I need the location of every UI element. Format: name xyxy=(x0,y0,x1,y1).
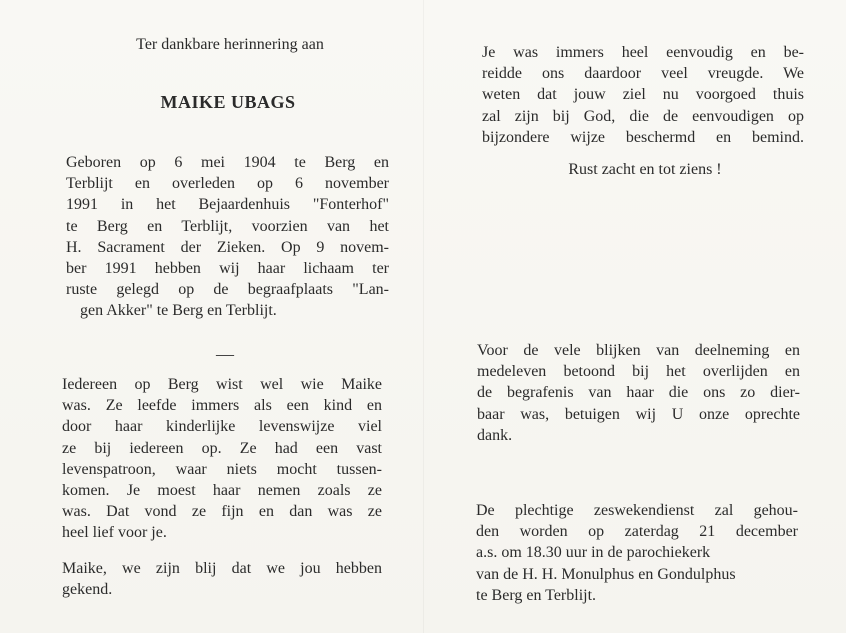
service-block xyxy=(476,500,798,606)
service-line-5: te Berg en Terblijt. xyxy=(476,586,597,604)
closing-line-1: Maike, we zijn blij dat we jou hebben xyxy=(62,560,382,577)
service-line-4: van de H. H. Monulphus en Gondulphus xyxy=(476,565,736,583)
closing-block xyxy=(62,558,382,600)
bio-line-3: 1991 in het Bejaardenhuis "Fonterhof" xyxy=(66,196,389,214)
tribute-line-3: weten dat jouw ziel nu voorgoed thuis xyxy=(482,86,804,104)
bio-line-2: Terblijt en overleden op 6 november xyxy=(66,175,389,193)
service-line-3: a.s. om 18.30 uur in de parochiekerk xyxy=(476,544,711,562)
memory-block xyxy=(62,374,382,544)
bio-line-7: ruste gelegd op de begraafplaats "Lan- xyxy=(66,281,389,299)
tribute-line-2: reidde ons daardoor veel vreugde. We xyxy=(482,65,804,83)
thanks-line-2: medeleven betoond bij het overlijden en xyxy=(477,363,800,381)
memory-line-1: Iedereen op Berg wist wel wie Maike xyxy=(62,376,382,393)
memory-line-6: komen. Je moest haar nemen zoals ze xyxy=(62,482,382,500)
memory-line-8: heel lief voor je. xyxy=(62,524,167,542)
closing-line-2: gekend. xyxy=(62,581,113,599)
center-fold xyxy=(423,0,424,633)
tribute-line-4: zal zijn bij God, die de eenvoudigen op xyxy=(482,107,804,125)
deceased-name: MAIKE UBAGS xyxy=(160,92,296,112)
tribute-block xyxy=(482,42,804,148)
service-line-2: den worden op zaterdag 21 december xyxy=(476,523,798,541)
bio-line-1: Geboren op 6 mei 1904 te Berg en xyxy=(66,154,389,171)
bio-line-6: ber 1991 hebben wij haar lichaam ter xyxy=(66,260,389,278)
tribute-line-5: bijzondere wijze beschermd en bemind. xyxy=(482,128,804,146)
thanks-line-4: baar was, betuigen wij U onze oprechte xyxy=(477,405,800,423)
tribute-line-1: Je was immers heel eenvoudig en be- xyxy=(482,44,804,61)
bio-line-5: H. Sacrament der Zieken. Op 9 novem- xyxy=(66,238,389,256)
section-separator: — xyxy=(216,344,234,364)
service-line-1: De plechtige zeswekendienst zal gehou- xyxy=(476,502,798,519)
memory-line-4: ze bij iedereen op. Ze had een vast xyxy=(62,439,382,457)
farewell-line: Rust zacht en tot ziens ! xyxy=(568,161,722,178)
memory-line-5: levenspatroon, waar niets mocht tussen- xyxy=(62,460,382,478)
thanks-block xyxy=(477,340,800,446)
memory-line-2: was. Ze leefde immers als een kind en xyxy=(62,397,382,415)
biography-block xyxy=(66,152,389,322)
bio-line-4: te Berg en Terblijt, voorzien van het xyxy=(66,217,389,235)
memory-line-3: door haar kinderlijke levenswijze viel xyxy=(62,418,382,436)
thanks-line-3: de begrafenis van haar die ons zo dier- xyxy=(477,384,800,402)
memory-line-7: was. Dat vond ze fijn en dan was ze xyxy=(62,503,382,521)
thanks-line-1: Voor de vele blijken van deelneming en xyxy=(477,342,800,359)
thanks-line-5: dank. xyxy=(477,426,513,444)
header-line: Ter dankbare herinnering aan xyxy=(136,36,324,53)
bio-line-8: gen Akker" te Berg en Terblijt. xyxy=(80,302,277,320)
